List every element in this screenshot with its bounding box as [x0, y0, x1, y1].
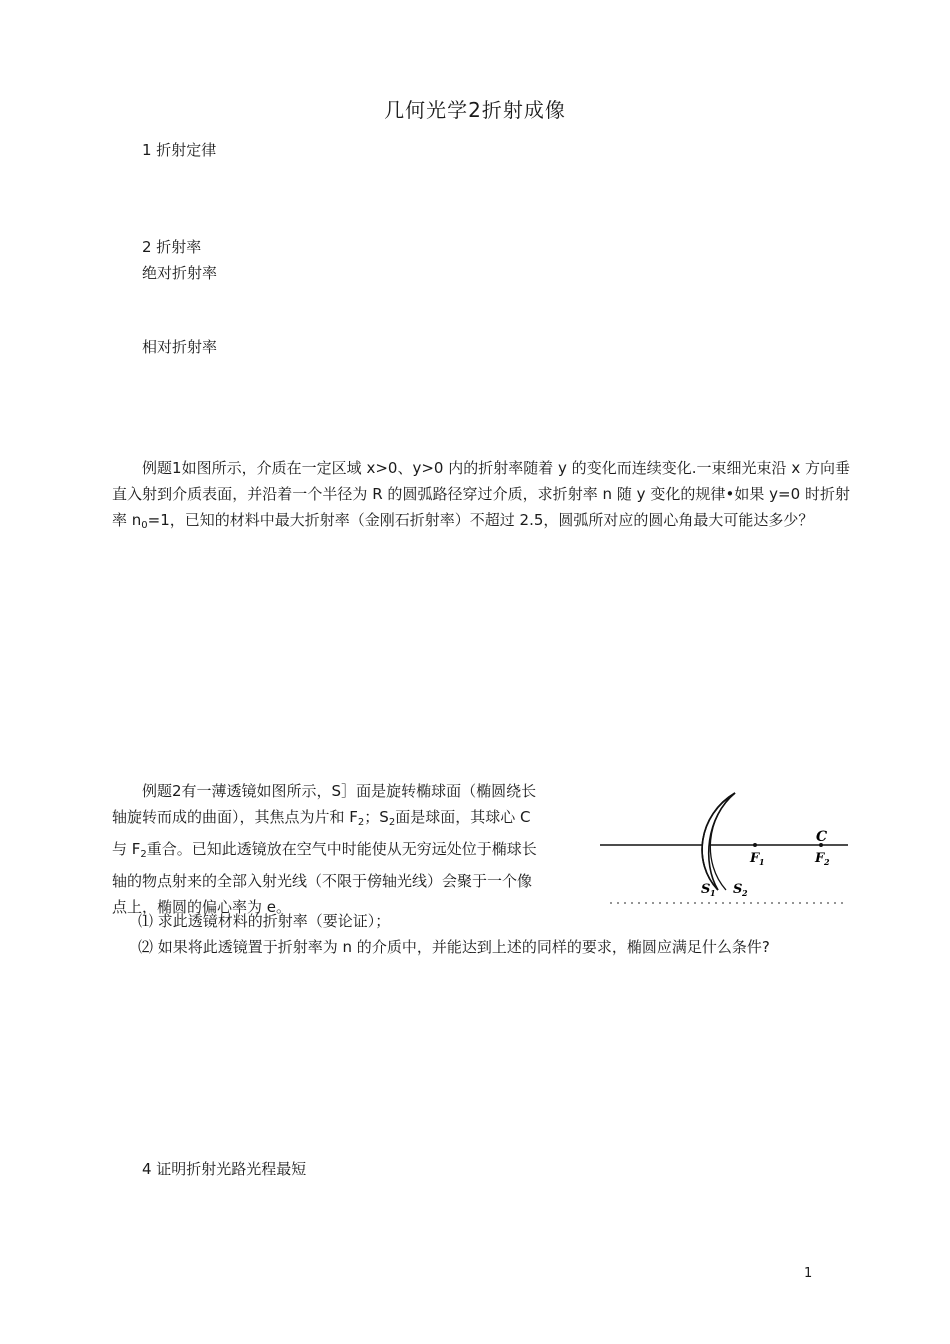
example-2-line-3 [112, 836, 592, 868]
example-2-question-1: ⑴ 求此透镜材料的折射率（要论证）； [138, 912, 391, 930]
relative-index-heading: 相对折射率 [142, 338, 218, 356]
example-2-text-3b: 重合。已知此透镜放在空气中时能使从无穷远处位于椭球长 [146, 840, 537, 858]
example-2-line-4: 轴的物点射来的全部入射光线（不限于傍轴光线）会聚于一个像 [112, 872, 533, 890]
s2-subscript: 2 [388, 817, 396, 828]
label-s2: S [733, 882, 743, 897]
f2-subscript-2: 2 [140, 849, 147, 860]
label-f1-sub: 1 [759, 857, 765, 867]
example-2-text-1: 有一薄透镜如图所示，S］面是旋转椭球面（椭圆绕长 [181, 782, 537, 800]
absolute-index-heading: 绝对折射率 [142, 264, 218, 282]
example-2-line-2 [112, 804, 592, 836]
label-s1-sub: 1 [710, 888, 716, 898]
example-2-text-2b: ；S [364, 808, 389, 826]
f2-subscript: 2 [357, 817, 365, 828]
example-2-text-2c: 面是球面，其球心 C [395, 808, 531, 826]
section-4-heading: 4 证明折射光路光程最短 [142, 1160, 307, 1178]
example-1-label: 例题1 [142, 459, 182, 477]
example-2-question-2: ⑵ 如果将此透镜置于折射率为 n 的介质中，并能达到上述的同样的要求，椭圆应满足什么条件? [138, 938, 770, 956]
label-s1: S [701, 882, 711, 897]
n0-subscript: 0 [141, 520, 148, 531]
page-number: 1 [804, 1266, 813, 1281]
f1-point [753, 843, 757, 847]
example-2-line-1 [112, 778, 592, 804]
label-c: C [816, 829, 828, 845]
example-2-text-2: 轴旋转而成的曲面），其焦点为片和 F [112, 808, 358, 826]
section-1-heading: 1 折射定律 [142, 141, 217, 159]
example-1-paragraph [112, 455, 850, 539]
example-2-text-3: 与 F [112, 840, 141, 858]
example-2-paragraph [112, 778, 592, 920]
section-2-heading: 2 折射率 [142, 238, 202, 256]
label-f2-sub: 2 [824, 857, 830, 867]
example-2-line-5: 点上，椭圆的偏心率为 e。 [112, 898, 291, 916]
lens-diagram [598, 785, 852, 909]
example-1-text: 如图所示，介质在一定区域 x>0、y>0 内的折射率随着 y 的变化而连续变化.一束细光束沿 x 方向垂直入射到介质表面，并沿着一个半径为 R 的圆弧路径穿过介质，求折射率 n 随 y 变化的规律•如果 y=0 时折射率 n [112, 459, 850, 529]
label-f1: F [750, 851, 760, 866]
label-s2-sub: 2 [742, 888, 748, 898]
page-title: 几何光学2折射成像 [384, 98, 566, 122]
label-f2: F [815, 851, 825, 866]
example-2-label: 例题2 [142, 782, 182, 800]
example-1-text-cont: =1，已知的材料中最大折射率（金刚石折射率）不超过 2.5，圆弧所对应的圆心角最大可能达多少？ [147, 511, 814, 529]
